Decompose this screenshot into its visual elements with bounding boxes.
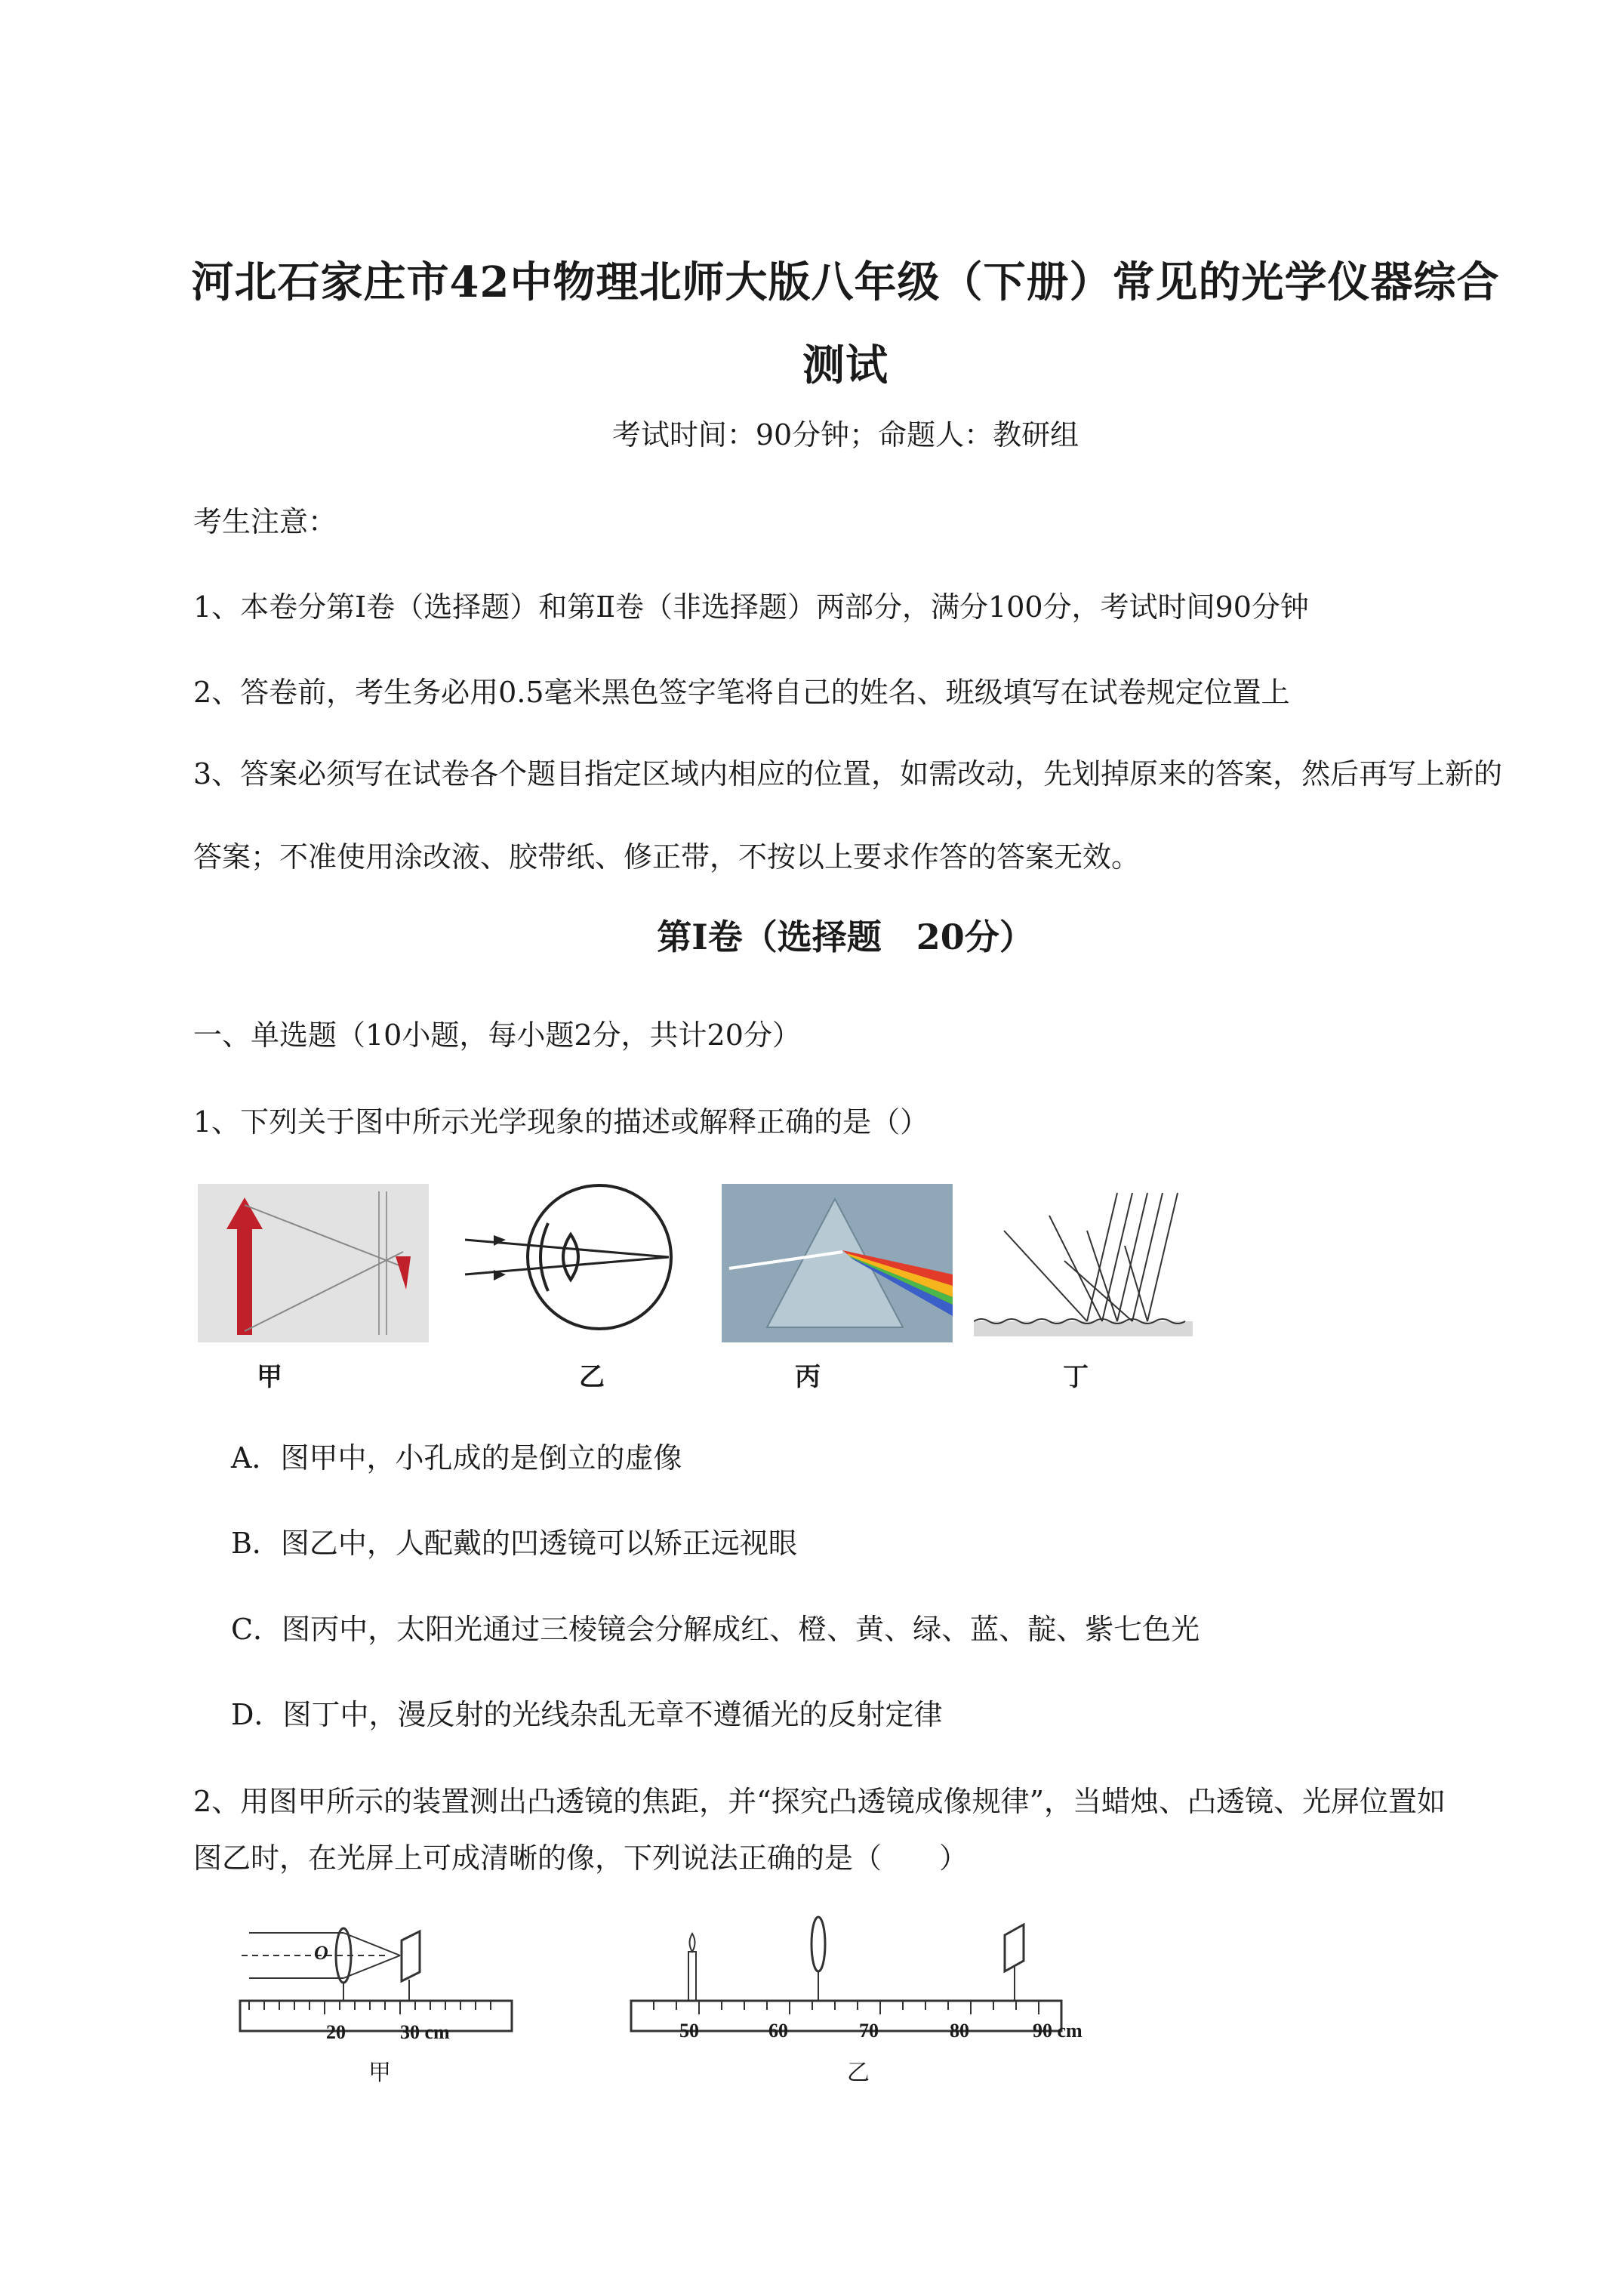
option-c: C．图丙中，太阳光通过三棱镜会分解成红、橙、黄、绿、蓝、靛、紫七色光 bbox=[231, 1613, 1200, 1646]
question-1-stem: 1、下列关于图中所示光学现象的描述或解释正确的是（） bbox=[193, 1105, 929, 1139]
tick-label: 50 bbox=[679, 2020, 699, 2042]
part-heading: 一、单选题（10小题，每小题2分，共计20分） bbox=[193, 1019, 801, 1052]
figure-caption-yi: 乙 bbox=[579, 1362, 605, 1392]
tick-label: 90 cm bbox=[1033, 2020, 1083, 2042]
candle-flame-shape bbox=[690, 1934, 695, 1952]
figure-yi-eye bbox=[457, 1178, 684, 1336]
figure-caption-q2-jia: 甲 bbox=[368, 2060, 391, 2086]
option-a: A．图甲中，小孔成的是倒立的虚像 bbox=[231, 1441, 682, 1475]
ruler-shape bbox=[240, 2001, 512, 2031]
section-title: 第Ⅰ卷（选择题 20分） bbox=[657, 917, 1034, 957]
ray-line bbox=[1049, 1216, 1102, 1321]
figure-jia-pinhole bbox=[198, 1184, 429, 1342]
notice-item-2: 2、答卷前，考生务必用0.5毫米黑色签字笔将自己的姓名、班级填写在试卷规定位置上 bbox=[193, 676, 1290, 709]
ray-line bbox=[1087, 1193, 1117, 1321]
tick-label: 80 bbox=[950, 2020, 969, 2042]
exam-meta: 考试时间：90分钟；命题人：教研组 bbox=[611, 418, 1079, 451]
ray-line bbox=[1117, 1193, 1147, 1321]
tick-label: 60 bbox=[768, 2020, 788, 2042]
question-2-stem-line-1: 2、用图甲所示的装置测出凸透镜的焦距，并“探究凸透镜成像规律”，当蜡烛、凸透镜、光屏位置如 bbox=[193, 1785, 1446, 1818]
notice-heading: 考生注意： bbox=[193, 505, 337, 538]
figure-caption-ding: 丁 bbox=[1063, 1362, 1089, 1392]
page-title-continued: 测试 bbox=[802, 341, 888, 390]
notice-item-1: 1、本卷分第Ⅰ卷（选择题）和第Ⅱ卷（非选择题）两部分，满分100分，考试时间90分钟 bbox=[193, 590, 1309, 624]
figure-bing-prism bbox=[722, 1184, 953, 1342]
eye-lens-shape bbox=[563, 1234, 578, 1280]
tick-label: 30 cm bbox=[400, 2021, 450, 2043]
question-2-stem-line-2: 图乙时，在光屏上可成清晰的像，下列说法正确的是（ ） bbox=[193, 1841, 969, 1875]
figure-caption-jia: 甲 bbox=[257, 1362, 282, 1392]
figure-ding-diffuse bbox=[974, 1178, 1193, 1342]
candle-shape bbox=[688, 1952, 696, 2001]
notice-item-3: 3、答案必须写在试卷各个题目指定区域内相应的位置，如需改动，先划掉原来的答案，然后再写上新的答案；不准使用涂改液、胶带纸、修正带，不按以上要求作答的答案无效。 bbox=[193, 757, 1503, 874]
ray-line bbox=[1125, 1246, 1147, 1321]
lens-shape bbox=[540, 1223, 548, 1291]
ray-line bbox=[1004, 1231, 1087, 1321]
ruler-ticks bbox=[249, 2001, 491, 2014]
figure-q2-jia-focal-length bbox=[234, 1925, 521, 2054]
lens-center-label: O bbox=[314, 1942, 328, 1964]
option-b: B．图乙中，人配戴的凹透镜可以矫正远视眼 bbox=[231, 1527, 797, 1560]
eyeball-shape bbox=[528, 1185, 671, 1329]
ruler-ticks bbox=[654, 2001, 1039, 2014]
tick-label: 20 bbox=[326, 2021, 346, 2043]
option-d: D．图丁中，漫反射的光线杂乱无章不遵循光的反射定律 bbox=[231, 1698, 943, 1731]
ray-line bbox=[1132, 1193, 1163, 1321]
figure-caption-bing: 丙 bbox=[795, 1362, 821, 1392]
page-title: 河北石家庄市42中物理北师大版八年级（下册）常见的光学仪器综合 bbox=[191, 257, 1500, 307]
tick-label: 70 bbox=[859, 2020, 879, 2042]
light-screen-shape bbox=[402, 1931, 420, 1981]
convex-lens-shape bbox=[812, 1917, 825, 1971]
light-screen-shape bbox=[1005, 1925, 1024, 1971]
figure-caption-q2-yi: 乙 bbox=[847, 2060, 870, 2086]
ray-line bbox=[1147, 1193, 1178, 1321]
